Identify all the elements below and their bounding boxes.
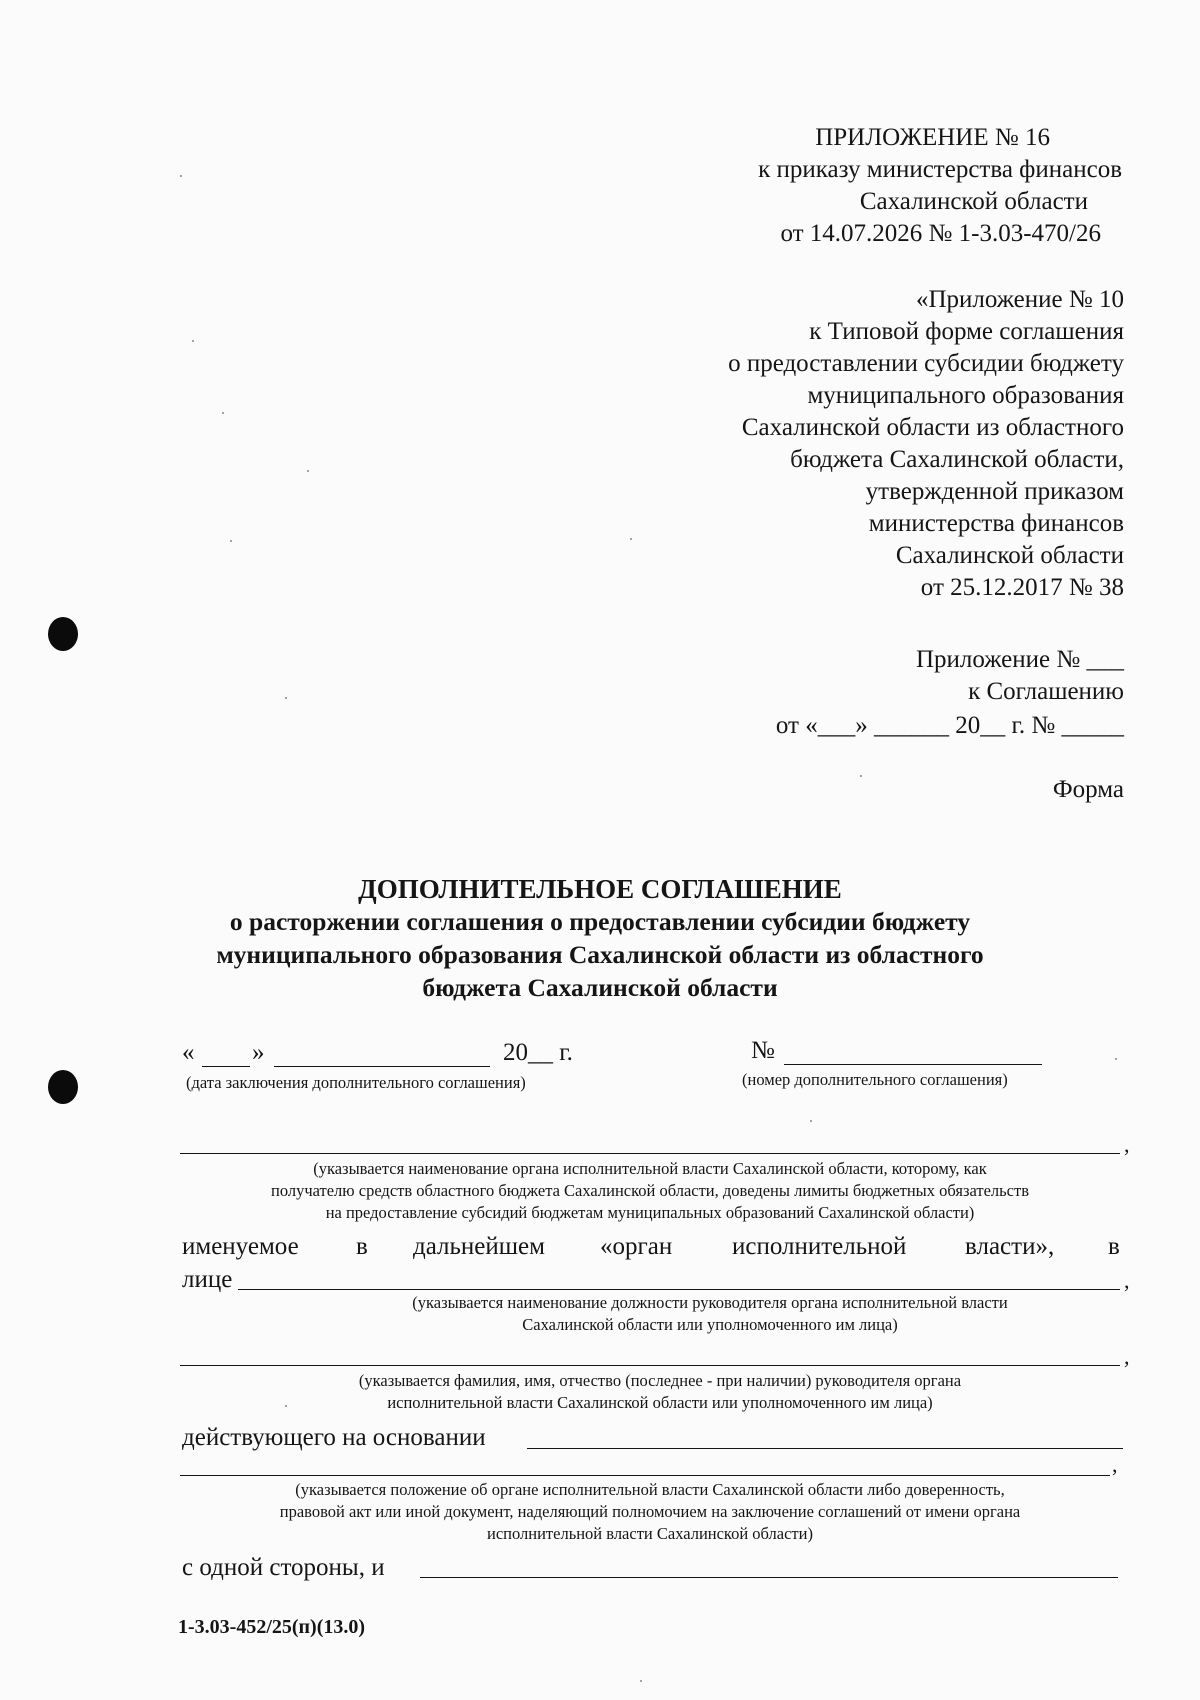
org-name-caption-line1: (указывается наименование органа исполнительной власти Сахалинской области, которому, как	[313, 1159, 987, 1178]
named-word: именуемое	[182, 1233, 299, 1260]
basis-field[interactable]	[527, 1448, 1123, 1449]
appendix10-line: муниципального образования	[807, 382, 1124, 409]
named-word: в	[356, 1233, 368, 1260]
date-quote-open: «	[182, 1039, 195, 1066]
punch-hole-bottom	[48, 1070, 78, 1104]
agreement-appendix-number: Приложение № ___	[915, 646, 1124, 673]
header-order-ref: к приказу министерства финансов	[758, 156, 1122, 183]
header-appendix-number: ПРИЛОЖЕНИЕ № 16	[815, 124, 1050, 151]
org-name-field[interactable]	[180, 1153, 1120, 1154]
agreement-number-field[interactable]	[784, 1064, 1042, 1065]
org-name-caption-line3: на предоставление субсидий бюджетам муниципальных образований Сахалинской области)	[325, 1203, 975, 1222]
fio-caption-line2: исполнительной власти Сахалинской области или уполномоченного им лица)	[387, 1393, 933, 1412]
basis-caption-line1: (указывается положение об органе исполнительной власти Сахалинской области либо доверенность,	[295, 1480, 1005, 1499]
fio-caption-line1: (указывается фамилия, имя, отчество (последнее - при наличии) руководителя органа	[358, 1371, 962, 1390]
fio-field[interactable]	[180, 1365, 1120, 1366]
title-sub-line1: о расторжении соглашения о предоставлении субсидии бюджету	[229, 907, 971, 936]
one-side-label: с одной стороны, и	[182, 1554, 385, 1581]
basis-caption-line3: исполнительной власти Сахалинской области)	[487, 1524, 813, 1543]
org-name-caption-line2: получателю средств областного бюджета Сахалинской области, доведены лимиты бюджетных обязательств	[270, 1181, 1029, 1200]
appendix10-line: Сахалинской области из областного	[741, 414, 1124, 441]
basis-label: действующего на основании	[182, 1424, 486, 1451]
position-comma: ,	[1124, 1268, 1130, 1293]
appendix10-line: к Типовой форме соглашения	[809, 318, 1124, 345]
punch-hole-top	[48, 617, 78, 651]
agreement-label: к Соглашению	[968, 678, 1124, 705]
appendix10-line: «Приложение № 10	[915, 286, 1124, 313]
other-party-field[interactable]	[420, 1577, 1118, 1578]
position-caption-line1: (указывается наименование должности руководителя органа исполнительной власти	[412, 1293, 1008, 1312]
number-sign: №	[751, 1037, 775, 1064]
agreement-date-number: от «___» ______ 20__ г. № _____	[775, 712, 1124, 739]
appendix10-line: Сахалинской области	[895, 542, 1124, 569]
title-main: ДОПОЛНИТЕЛЬНОЕ СОГЛАШЕНИЕ	[358, 874, 842, 904]
position-caption-line2: Сахалинской области или уполномоченного им лица)	[522, 1315, 898, 1334]
basis-field-continued[interactable]	[180, 1475, 1110, 1476]
number-caption: (номер дополнительного соглашения)	[742, 1070, 1008, 1089]
named-word: исполнительной	[732, 1233, 907, 1260]
day-field[interactable]	[202, 1066, 250, 1067]
form-label: Форма	[1052, 776, 1124, 803]
title-sub-line3: бюджета Сахалинской области	[422, 973, 778, 1002]
named-word: власти»,	[965, 1233, 1055, 1260]
month-field[interactable]	[274, 1066, 490, 1067]
org-name-comma: ,	[1124, 1132, 1130, 1157]
title-sub-line2: муниципального образования Сахалинской области из областного	[216, 940, 984, 969]
basis-comma: ,	[1112, 1452, 1118, 1477]
basis-caption-line2: правовой акт или иной документ, наделяющий полномочием на заключение соглашений от имени органа	[279, 1502, 1021, 1521]
position-field[interactable]	[238, 1289, 1120, 1290]
appendix10-line: о предоставлении субсидии бюджету	[728, 350, 1124, 377]
appendix10-line: утвержденной приказом	[865, 478, 1124, 505]
named-word: в	[1108, 1233, 1120, 1260]
year-label: 20__ г.	[503, 1039, 573, 1066]
appendix10-line: от 25.12.2017 № 38	[920, 574, 1124, 601]
footer-document-code: 1-3.03-452/25(п)(13.0)	[178, 1616, 366, 1638]
date-caption: (дата заключения дополнительного соглашения)	[186, 1073, 526, 1092]
fio-comma: ,	[1124, 1344, 1130, 1369]
date-quote-close: »	[252, 1039, 265, 1066]
named-word: дальнейшем	[413, 1233, 545, 1260]
face-label: лице	[182, 1266, 233, 1293]
header-region: Сахалинской области	[859, 188, 1088, 215]
named-word: «орган	[600, 1233, 673, 1260]
appendix10-line: бюджета Сахалинской области,	[790, 446, 1124, 473]
header-order-date: от 14.07.2026 № 1-3.03-470/26	[780, 220, 1101, 247]
appendix10-line: министерства финансов	[868, 510, 1124, 537]
